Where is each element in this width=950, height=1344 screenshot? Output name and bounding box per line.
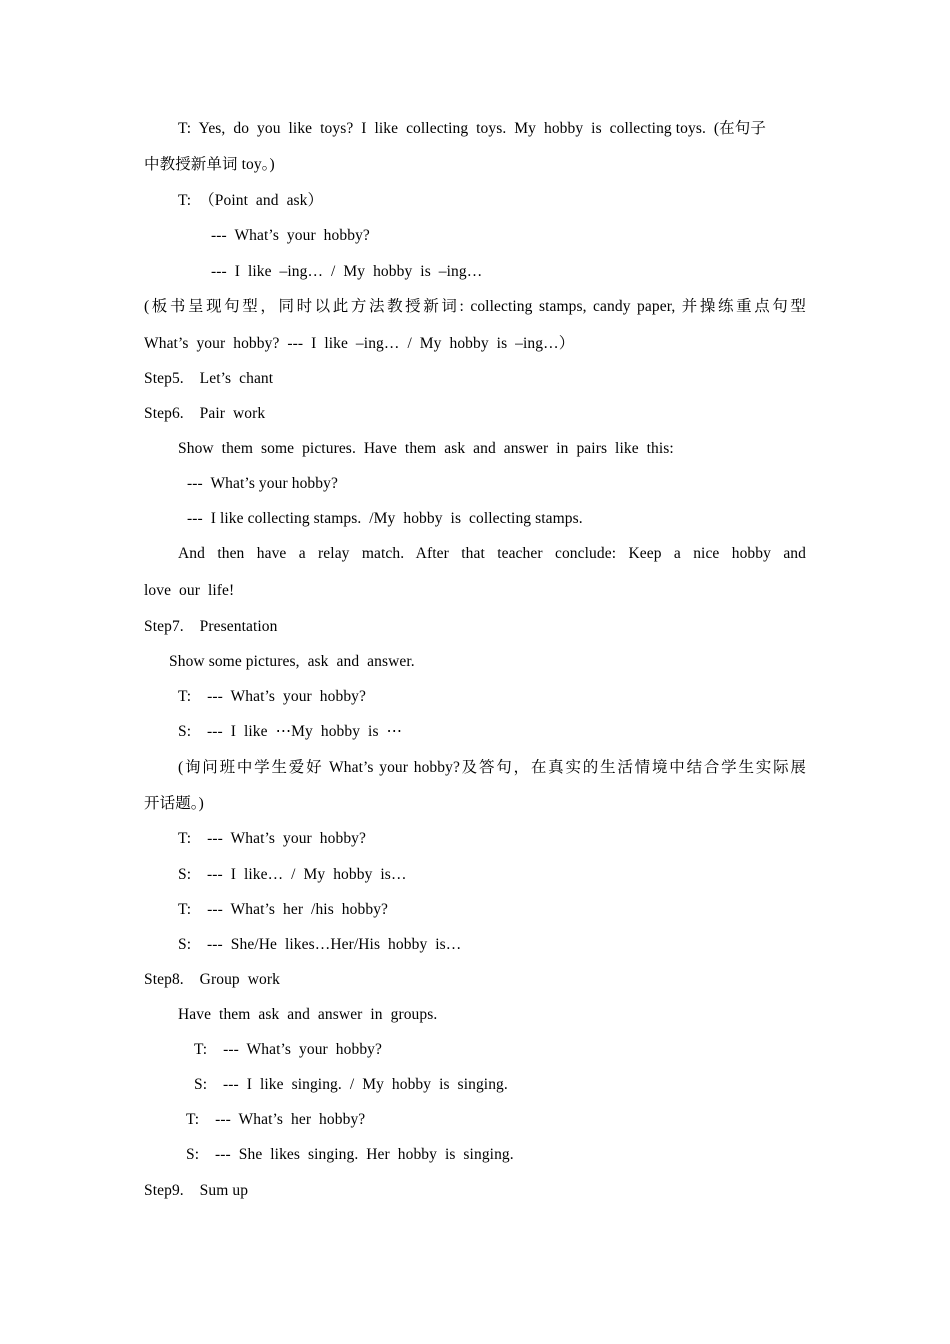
text-line: 中教授新单词 toy。) (144, 156, 275, 173)
text-line: T: （Point and ask） (178, 192, 324, 209)
text-line: love our life! (144, 582, 235, 599)
text-line: What’s your hobby? --- I like –ing… / My hobby is –ing…） (144, 335, 575, 352)
text-line: --- What’s your hobby? (187, 475, 338, 492)
dialogue-line: T: --- What’s her hobby? (186, 1111, 366, 1128)
dialogue-line: S: --- I like… / My hobby is… (178, 866, 407, 883)
dialogue-line: S: --- She/He likes…Her/His hobby is… (178, 936, 462, 953)
step-heading: Step6. Pair work (144, 405, 266, 422)
text-line: --- I like –ing… / My hobby is –ing… (211, 263, 483, 280)
text-line: 开话题。) (144, 795, 204, 812)
dialogue-line: S: --- I like singing. / My hobby is singing. (194, 1076, 508, 1093)
step-heading: Step7. Presentation (144, 618, 278, 635)
dialogue-line: S: --- She likes singing. Her hobby is singing. (186, 1146, 514, 1163)
step-heading: Step8. Group work (144, 971, 280, 988)
dialogue-line: S: --- I like ⋯My hobby is ⋯ (178, 723, 403, 740)
text-line: (询问班中学生爱好 What’s your hobby?及答句，在真实的生活情境中结合学生实际展 (178, 759, 806, 776)
text-line: Have them ask and answer in groups. (178, 1006, 438, 1023)
text-line: Show some pictures, ask and answer. (169, 653, 415, 670)
dialogue-line: T: --- What’s her /his hobby? (178, 901, 389, 918)
dialogue-line: T: --- What’s your hobby? (194, 1041, 383, 1058)
step-heading: Step9. Sum up (144, 1182, 249, 1199)
dialogue-line: T: --- What’s your hobby? (178, 688, 367, 705)
dialogue-line: T: --- What’s your hobby? (178, 830, 367, 847)
text-line: --- I like collecting stamps. /My hobby is collecting stamps. (187, 510, 583, 527)
text-line: --- What’s your hobby? (211, 227, 370, 244)
text-line: T: Yes, do you like toys? I like collecting toys. My hobby is collecting toys. (在句子 (178, 120, 766, 137)
text-line: Show them some pictures. Have them ask and answer in pairs like this: (178, 440, 674, 457)
text-line: And then have a relay match. After that teacher conclude: Keep a nice hobby and (178, 545, 806, 562)
text-line: (板书呈现句型，同时以此方法教授新词: collecting stamps, candy paper, 并操练重点句型 (144, 298, 806, 315)
step-heading: Step5. Let’s chant (144, 370, 274, 387)
